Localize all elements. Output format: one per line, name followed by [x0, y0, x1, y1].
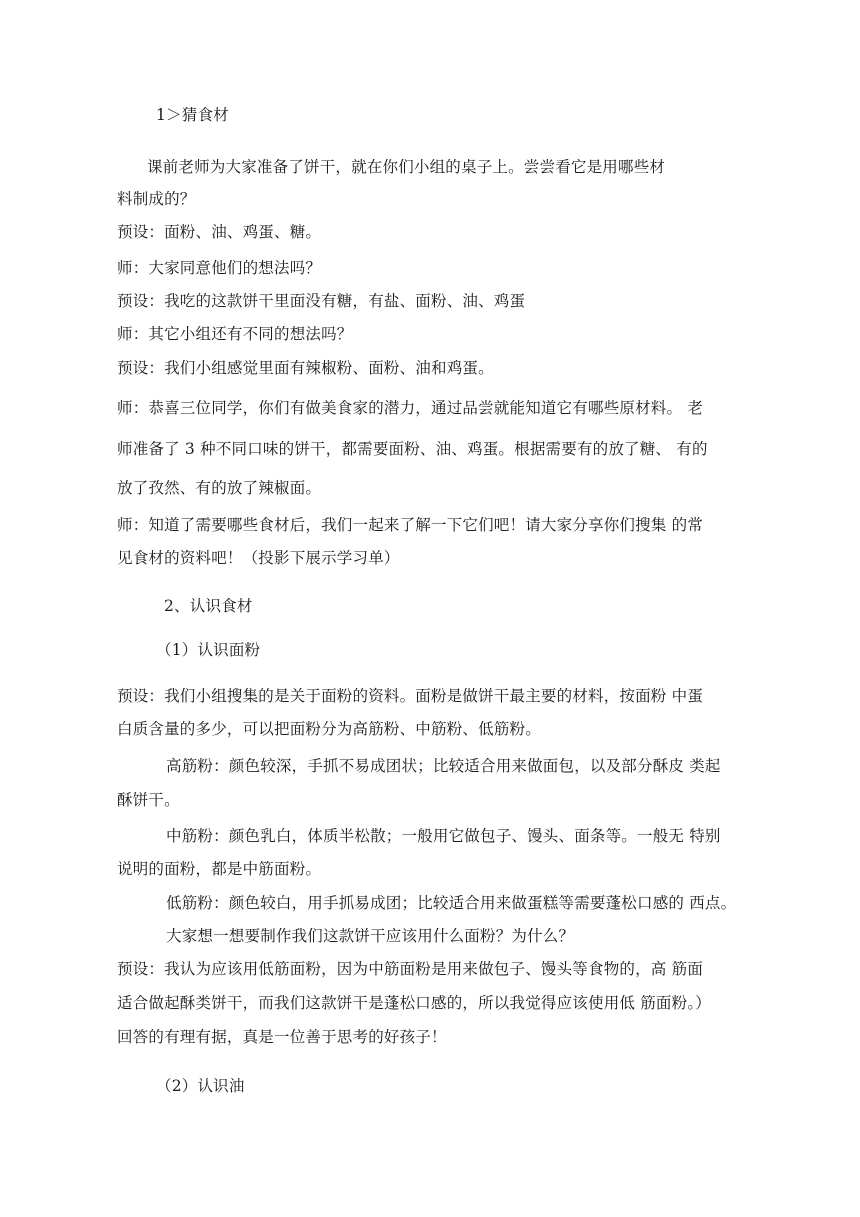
answer-line-1: 预设：我认为应该用低筋面粉，因为中筋面粉是用来做包子、馒头等食物的，高 筋面: [117, 960, 704, 978]
question-line: 大家想一想要制作我们这款饼干应该用什么面粉？为什么？: [166, 927, 575, 945]
dialogue-line-2: 师：大家同意他们的想法吗？: [117, 259, 322, 277]
teacher-praise-line-2: 师准备了 3 种不同口味的饼干，都需要面粉、油、鸡蛋。根据需要有的放了糖、 有的: [117, 440, 708, 458]
flour-intro-line-2: 白质含量的多少，可以把面粉分为高筋粉、中筋粉、低筋粉。: [117, 720, 541, 738]
answer-line-3: 回答的有理有据，真是一位善于思考的好孩子！: [117, 1028, 447, 1046]
dialogue-line-5: 预设：我们小组感觉里面有辣椒粉、面粉、油和鸡蛋。: [117, 359, 494, 377]
answer-line-2: 适合做起酥类饼干，而我们这款饼干是蓬松口感的，所以我觉得应该使用低 筋面粉。）: [117, 994, 711, 1012]
subsection-heading-oil: （2）认识油: [156, 1077, 245, 1095]
flour-intro-line-1: 预设：我们小组搜集的是关于面粉的资料。面粉是做饼干最主要的材料，按面粉 中蛋: [117, 687, 704, 705]
section-heading-know-ingredients: 2、认识食材: [164, 597, 253, 615]
teacher-praise-line-3: 放了孜然、有的放了辣椒面。: [117, 479, 322, 497]
teacher-share-line-1: 师：知道了需要哪些食材后，我们一起来了解一下它们吧！请大家分享你们搜集 的常: [117, 516, 704, 534]
dialogue-line-3: 预设：我吃的这款饼干里面没有糖，有盐、面粉、油、鸡蛋: [117, 292, 526, 310]
section-heading-guess-ingredients: 1＞猜食材: [156, 106, 229, 124]
subsection-heading-flour: （1）认识面粉: [156, 641, 261, 659]
dialogue-line-1: 预设：面粉、油、鸡蛋、糖。: [117, 223, 322, 241]
mid-gluten-line-2: 说明的面粉，都是中筋面粉。: [117, 860, 322, 878]
intro-line-2: 料制成的？: [117, 190, 196, 208]
intro-line-1: 课前老师为大家准备了饼干，就在你们小组的桌子上。尝尝看它是用哪些材: [147, 158, 666, 176]
high-gluten-line-2: 酥饼干。: [117, 791, 180, 809]
mid-gluten-line-1: 中筋粉：颜色乳白，体质半松散；一般用它做包子、馒头、面条等。一般无 特别: [166, 827, 721, 845]
dialogue-line-4: 师：其它小组还有不同的想法吗？: [117, 325, 353, 343]
teacher-share-line-2: 见食材的资料吧！（投影下展示学习单）: [117, 549, 400, 567]
high-gluten-line-1: 高筋粉：颜色较深，手抓不易成团状；比较适合用来做面包，以及部分酥皮 类起: [166, 757, 721, 775]
teacher-praise-line-1: 师：恭喜三位同学，你们有做美食家的潜力，通过品尝就能知道它有哪些原材料。 老: [117, 399, 704, 417]
low-gluten-line-1: 低筋粉：颜色较白，用手抓易成团；比较适合用来做蛋糕等需要蓬松口感的 西点。: [166, 894, 737, 912]
